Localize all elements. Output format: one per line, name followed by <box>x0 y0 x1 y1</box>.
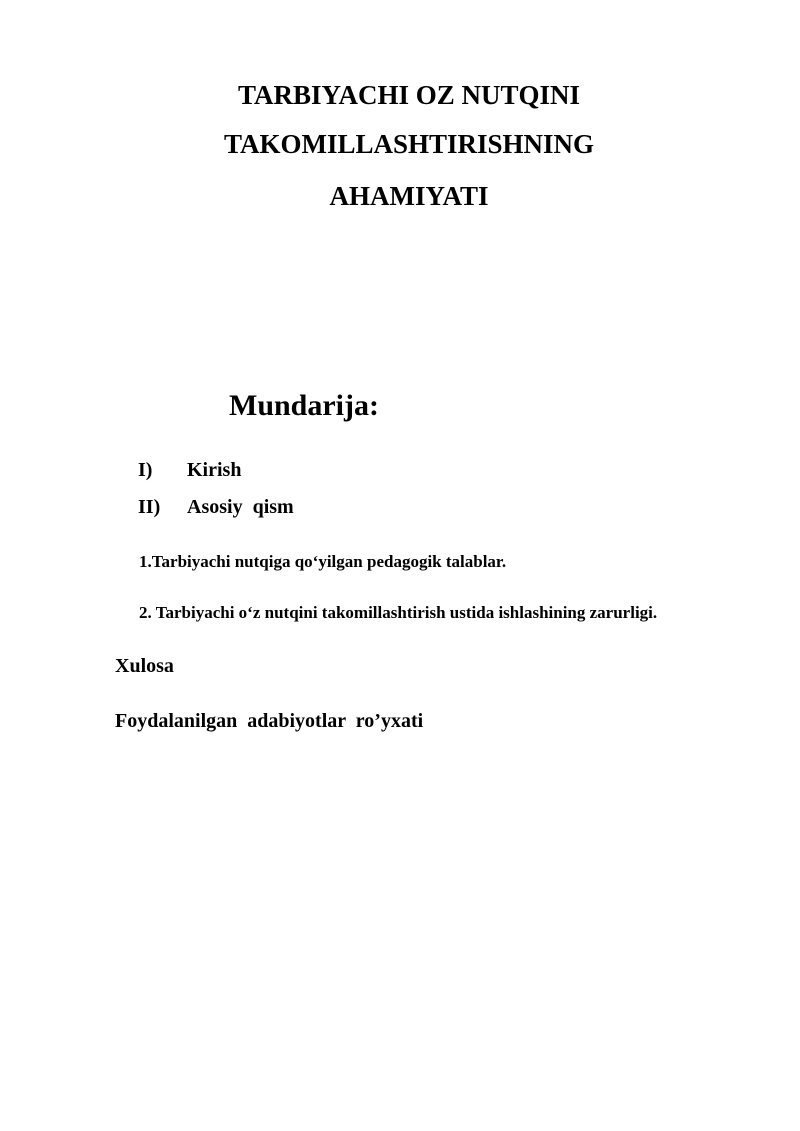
section-number: II) <box>138 496 161 518</box>
contents-references: Foydalanilgan adabiyotlar ro’yxati <box>115 710 424 732</box>
title-line-1: TARBIYACHI OZ NUTQINI <box>237 80 581 110</box>
section-label: Kirish <box>187 459 242 481</box>
section-label: Asosiy qism <box>187 496 294 518</box>
section-number: I) <box>138 459 153 481</box>
contents-conclusion: Xulosa <box>115 655 174 677</box>
contents-heading: Mundarija: <box>229 389 379 422</box>
title-line-2: TAKOMILLASHTIRISHNING <box>223 129 595 159</box>
contents-subsection-2: 2. Tarbiyachi o‘z nutqini takomillashtirish ustida ishlashining zarurligi. <box>139 603 658 622</box>
contents-subsection-1: 1.Tarbiyachi nutqiga qo‘yilgan pedagogik talablar. <box>139 552 507 571</box>
title-line-3: AHAMIYATI <box>329 181 489 211</box>
